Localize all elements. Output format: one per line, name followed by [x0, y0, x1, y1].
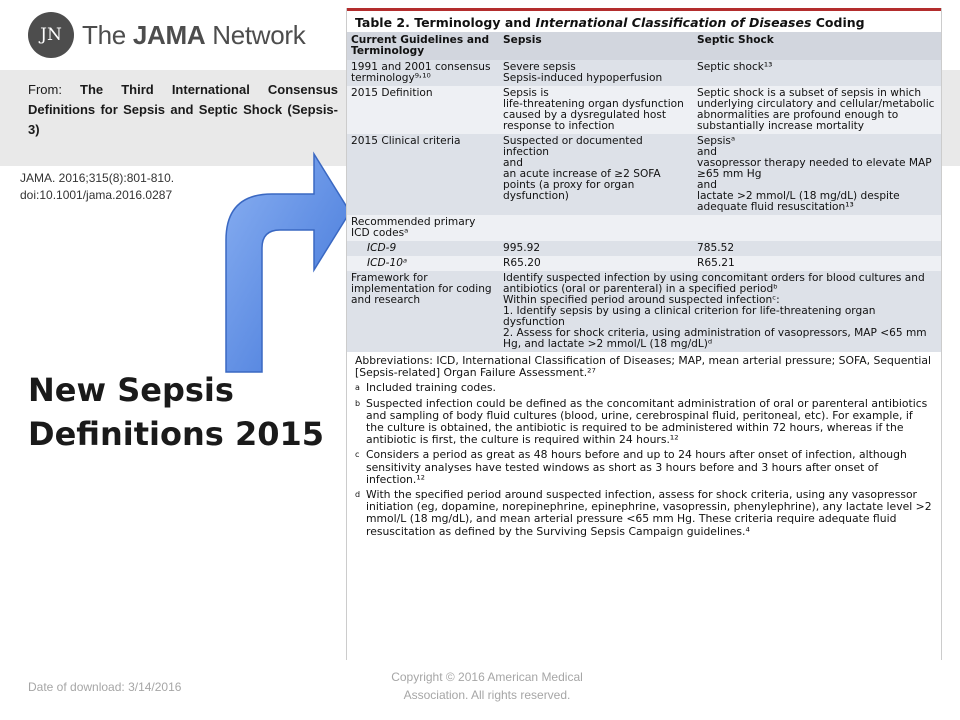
jama-network-logo: [28, 12, 306, 58]
col-header-guidelines: Current Guidelines and Terminology: [347, 32, 499, 60]
footnote: d With the specified period around suspected infection, assess for shock criteria, using any vasopressor initiation (eg, dopamine, norepinephrine, epinephrine, vasopressin, phenylephrine), any lactate level >2 mmol/L (18 mg/dL), and mean arterial pressure <65 mm Hg. These criteria require adequate fluid resuscitation as defined by the Surviving Sepsis Campaign guidelines.⁴: [355, 488, 932, 538]
footnote: a Included training codes.: [355, 381, 496, 395]
col-header-sepsis: Sepsis: [499, 32, 693, 60]
slide-title: New Sepsis Definitions 2015: [28, 371, 325, 453]
table-footnotes: [347, 352, 941, 543]
abbreviations-note: Abbreviations: ICD, International Classification of Diseases; MAP, mean arterial pressure; SOFA, Sequential [Sepsis-related] Organ Failure Assessment.²⁷: [355, 354, 932, 380]
table-row: Recommended primary ICD codesᵃ: [347, 215, 941, 241]
citation: [20, 170, 174, 204]
doi: doi:10.1001/jama.2016.0287: [20, 188, 173, 202]
brand-name: The JAMA Network: [82, 19, 306, 50]
footnote: c Considers a period as great as 48 hours before and up to 24 hours after onset of infection, although sensitivity analyses have tested windows as short as 3 hours before and 3 hours after onset of infection.¹²: [355, 448, 907, 486]
table-row: 2015 Clinical criteria Suspected or documented infection and an acute increase of ≥2 SOFA points (a proxy for organ dysfunction) Sepsisᵃ and vasopressor therapy needed to elevate MAP ≥65 mm Hg and lactate >2 mmol/L (18 mg/dL) despite adequate fluid resuscitation¹³: [347, 134, 941, 215]
jn-logo-icon: JN: [28, 12, 74, 58]
table-row: Framework for implementation for coding and research Identify suspected infection by using concomitant orders for blood cultures and antibiotics (oral or parenteral) in a specified periodᵇ Within specified period around suspected infectionᶜ: 1. Identify sepsis by using a clinical criterion for life-threatening organ dysfunction 2. Assess for shock criteria, using administration of vasopressors, MAP <65 mm Hg, and lactate >2 mmol/L (18 mg/dL)ᵈ: [347, 271, 941, 352]
table-row: ICD-10ᵃ R65.20 R65.21: [347, 256, 941, 271]
footnote: b Suspected infection could be defined as the concomitant administration of oral or parenteral antibiotics and sampling of body fluid cultures (blood, urine, cerebrospinal fluid, peritoneal, etc). For example, if the culture is obtained, the antibiotic is required to be administered within 72 hours, whereas if the antibiotic is first, the culture is required within 24 hours.¹²: [355, 396, 928, 447]
table-title: Table 2. Terminology and International Classification of Diseases Coding: [347, 8, 941, 32]
source-article: [28, 80, 338, 140]
table-row: ICD-9 995.92 785.52: [347, 241, 941, 256]
article-title: The Third International Consensus Definitions for Sepsis and Septic Shock (Sepsis-3): [28, 82, 338, 137]
col-header-septic-shock: Septic Shock: [693, 32, 941, 60]
bent-arrow-up-right-icon: [214, 150, 354, 390]
copyright-notice: Copyright © 2016 American Medical Association. All rights reserved.: [391, 670, 583, 702]
journal-citation: JAMA. 2016;315(8):801-810.: [20, 171, 175, 185]
from-label: From:: [28, 82, 62, 97]
terminology-table-figure: [346, 8, 942, 660]
terminology-table: [347, 32, 941, 352]
table-row: 2015 Definition Sepsis is life-threatening organ dysfunction caused by a dysregulated host response to infection Septic shock is a subset of sepsis in which underlying circulatory and cellular/metabolic abnormalities are profound enough to substantially increase mortality: [347, 86, 941, 134]
download-date: Date of download: 3/14/2016: [28, 680, 182, 694]
table-row: 1991 and 2001 consensus terminology⁹˒¹⁰ Severe sepsis Sepsis-induced hypoperfusion Septic shock¹³: [347, 60, 941, 86]
table-header-row: [347, 32, 941, 60]
